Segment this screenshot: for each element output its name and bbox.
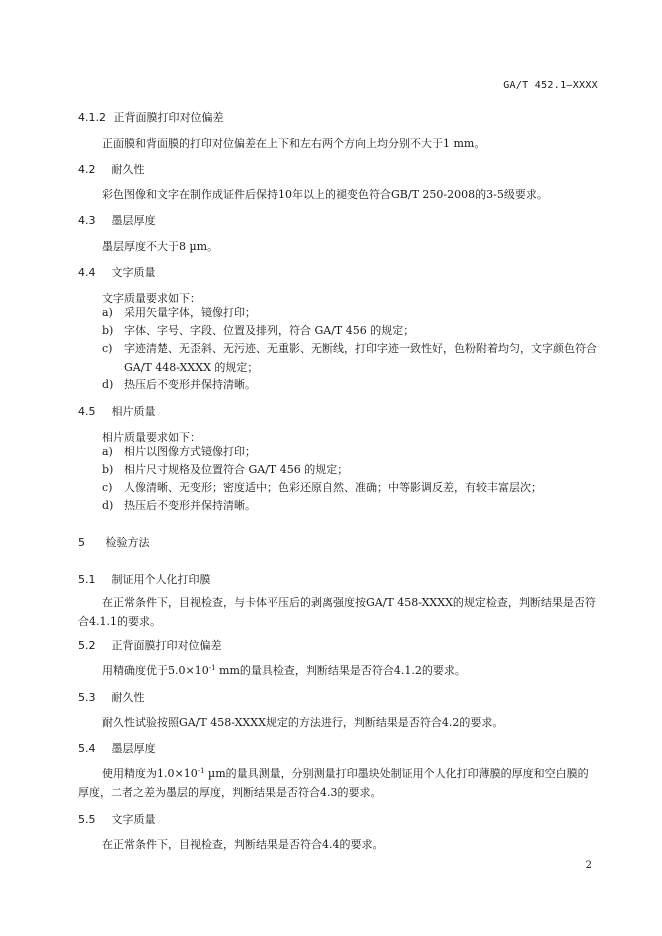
list-item (102, 478, 598, 497)
section-heading-5-4 (78, 740, 156, 756)
section-heading-5-5 (78, 811, 156, 827)
section-heading-4-4 (78, 264, 156, 280)
list-text: 字迹清楚、无歪斜、无污迹、无重影、无断线，打印字迹一致性好，色粉附着均匀，文字颜色符合 GA/T 448-XXXX 的规定； (124, 342, 597, 374)
superscript: -1 (208, 664, 216, 672)
section-title: 相片质量 (111, 405, 156, 418)
list-marker: c) (102, 481, 113, 494)
list-intro: 文字质量要求如下： (102, 292, 201, 305)
section-title: 正背面膜打印对位偏差 (111, 639, 222, 652)
text-part: µm的量具测量，分别测量打印墨块处制证用个人化打印薄膜的厚度和空白膜的厚度，二者之差为墨层的厚度，判断结果是否符合4.3的要求。 (78, 767, 589, 799)
paragraph-5-5: 在正常条件下，目视检查，判断结果是否符合4.4的要求。 (102, 838, 384, 851)
list-marker: a) (102, 306, 113, 319)
paragraph-5-4 (78, 764, 598, 802)
list-marker: c) (102, 342, 113, 355)
page-number: 2 (585, 860, 592, 871)
superscript: -1 (197, 767, 205, 775)
section-title: 检验方法 (105, 536, 150, 549)
document-code: GA/T 452.1—XXXX (503, 80, 598, 91)
list-text: 热压后不变形并保持清晰。 (124, 499, 256, 512)
section-number: 4.4 (78, 266, 96, 279)
chapter-heading-5 (78, 534, 150, 550)
list-marker: b) (102, 324, 114, 337)
paragraph-4-3: 墨层厚度不大于8 µm。 (102, 240, 219, 253)
list-item (102, 460, 598, 479)
paragraph-4-2: 彩色图像和文字在制作成证件后保持10年以上的褪变色符合GB/T 250-2008的3-5级要求。 (102, 188, 548, 201)
list-marker: d) (102, 378, 114, 391)
list-item (102, 321, 598, 340)
list-marker: d) (102, 499, 114, 512)
section-title: 墨层厚度 (111, 214, 156, 227)
list-intro: 相片质量要求如下： (102, 431, 201, 444)
list-marker: a) (102, 445, 113, 458)
list-marker: b) (102, 463, 114, 476)
text-part: 用精确度优于5.0×10 (102, 664, 209, 677)
section-number: 5.1 (78, 573, 96, 586)
section-heading-4-1-2 (78, 109, 224, 125)
section-number: 4.3 (78, 214, 96, 227)
list-text: 热压后不变形并保持清晰。 (124, 378, 256, 391)
section-heading-4-5 (78, 403, 156, 419)
list-text: 人像清晰、无变形；密度适中；色彩还原自然、准确；中等影调反差，有较丰富层次； (124, 481, 542, 494)
text-part: mm的量具检查，判断结果是否符合4.1.2的要求。 (215, 664, 466, 677)
section-heading-4-3 (78, 212, 156, 228)
text-part: 使用精度为1.0×10 (102, 767, 198, 780)
section-number: 5.2 (78, 639, 96, 652)
list-item (102, 375, 598, 394)
list-item (102, 339, 598, 377)
section-heading-5-2 (78, 637, 222, 653)
list-text: 相片尺寸规格及位置符合 GA/T 456 的规定； (124, 463, 349, 476)
paragraph-text: 在正常条件下，目视检查，与卡体平压后的剥离强度按GA/T 458-XXXX的规定检查，判断结果是否符合4.1.1的要求。 (78, 596, 596, 628)
section-number: 5.4 (78, 742, 96, 755)
list-text: 字体、字号、字段、位置及排列，符合 GA/T 456 的规定； (124, 324, 415, 337)
section-number: 5.3 (78, 691, 96, 704)
list-item (102, 303, 598, 322)
paragraph-5-3: 耐久性试验按照GA/T 458-XXXX规定的方法进行，判断结果是否符合4.2的要求。 (102, 716, 504, 729)
section-title: 正背面膜打印对位偏差 (113, 111, 224, 124)
list-item (102, 442, 598, 461)
section-number: 4.2 (78, 163, 96, 176)
section-number: 5.5 (78, 813, 96, 826)
list-text: 采用矢量字体，镜像打印； (124, 306, 256, 319)
section-heading-4-2 (78, 161, 145, 177)
section-heading-5-1 (78, 571, 211, 587)
paragraph-5-1 (78, 593, 598, 631)
list-item (102, 496, 598, 515)
section-title: 制证用个人化打印膜 (111, 573, 211, 586)
section-title: 耐久性 (111, 691, 145, 704)
section-heading-5-3 (78, 689, 145, 705)
section-title: 文字质量 (111, 813, 156, 826)
section-number: 4.1.2 (78, 111, 106, 124)
paragraph-5-2 (102, 662, 598, 678)
section-number: 5 (78, 536, 85, 549)
paragraph-4-1-2: 正面膜和背面膜的打印对位偏差在上下和左右两个方向上均分别不大于1 mm。 (102, 137, 486, 150)
section-title: 墨层厚度 (111, 742, 156, 755)
section-number: 4.5 (78, 405, 96, 418)
section-title: 耐久性 (111, 163, 145, 176)
section-title: 文字质量 (111, 266, 156, 279)
list-text: 相片以图像方式镜像打印； (124, 445, 256, 458)
